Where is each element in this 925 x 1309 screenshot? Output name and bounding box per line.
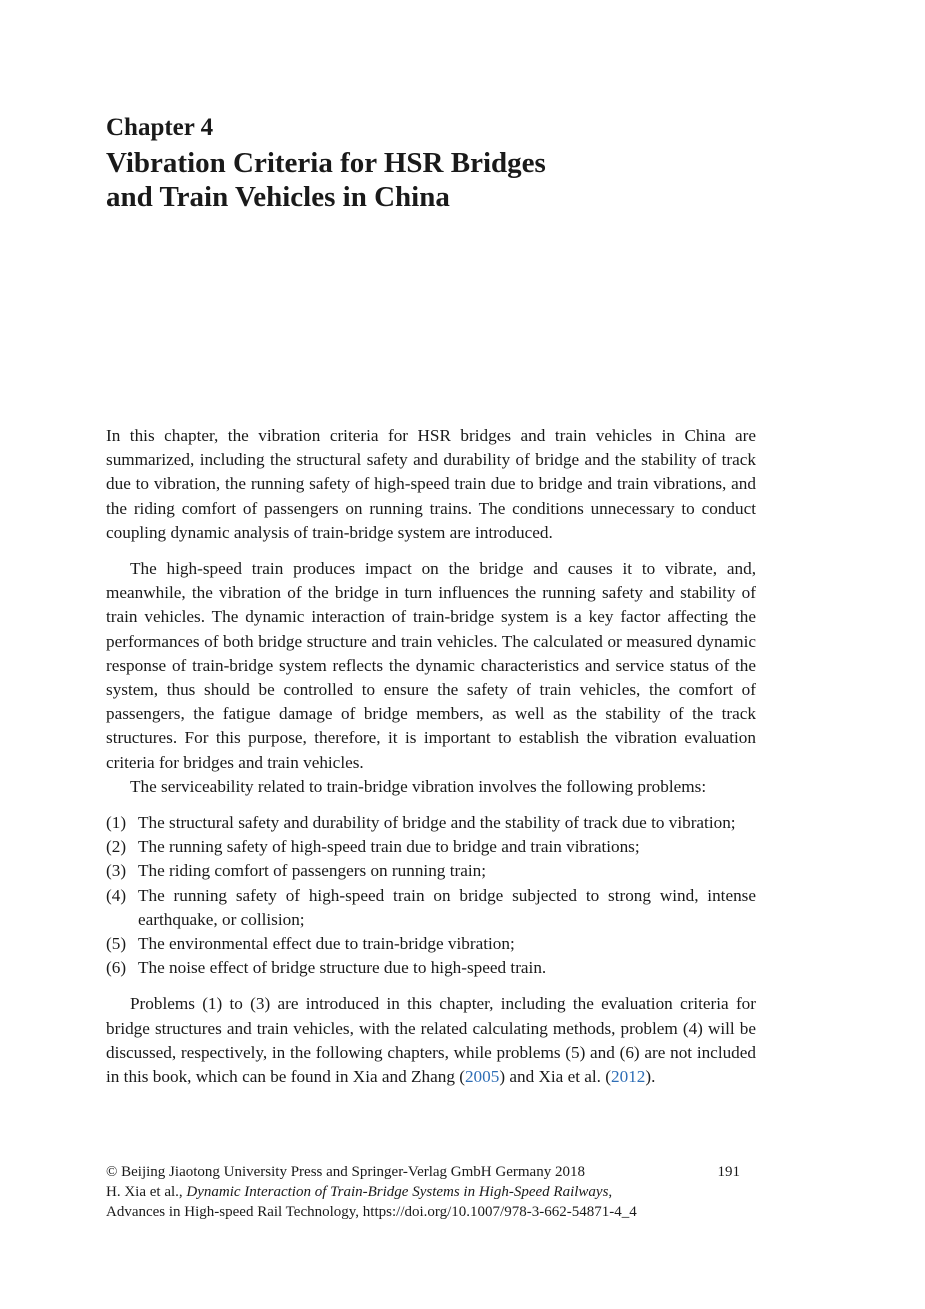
copyright-line: © Beijing Jiaotong University Press and Springer-Verlag GmbH Germany 2018 xyxy=(106,1164,585,1180)
list-item xyxy=(106,884,756,932)
list-item xyxy=(106,835,756,859)
list-item-text: The riding comfort of passengers on running train; xyxy=(138,861,486,881)
list-item-number: (4) xyxy=(106,885,127,905)
paragraph-2: The serviceability related to train-bridge vibration involves the following problems: xyxy=(130,776,707,796)
paragraph-3 xyxy=(106,992,756,1089)
citation-line xyxy=(106,1182,756,1202)
abstract-paragraph: In this chapter, the vibration criteria for HSR bridges and train vehicles in China are summarized, including the structural safety and durability of bridge and the stability of track due to vibration, the running safety of high-speed train due to bridge and train vibrations, and the riding comfort of passengers on running trains. The conditions unnecessary to conduct coupling dynamic analysis of train-bridge system are introduced. xyxy=(106,426,756,542)
body-text xyxy=(106,424,756,1089)
list-item-text: The environmental effect due to train-bridge vibration; xyxy=(138,934,515,954)
list-item-text: The noise effect of bridge structure due to high-speed train. xyxy=(138,958,547,978)
list-item-text: The structural safety and durability of bridge and the stability of track due to vibration; xyxy=(138,813,736,833)
book-title: Dynamic Interaction of Train-Bridge Systems in High-Speed Railways xyxy=(186,1184,609,1200)
chapter-title-line-2: and Train Vehicles in China xyxy=(106,181,450,213)
paragraph-3-text-b: ) and Xia et al. ( xyxy=(499,1067,611,1087)
list-item xyxy=(106,956,756,980)
list-item xyxy=(106,932,756,956)
paragraph-1: The high-speed train produces impact on the bridge and causes it to vibrate, and, meanwhile, the vibration of the bridge in turn influences the running safety and stability of train vehicles. The dynamic interaction of train-bridge system is a key factor affecting the performances of both bridge structure and train vehicles. The calculated or measured dynamic response of train-bridge system reflects the dynamic characteristics and service status of the system, thus should be controlled to ensure the safety of train vehicles, the comfort of passengers, the fatigue damage of bridge members, as well as the stability of the track structures. For this purpose, therefore, it is important to establish the vibration evaluation criteria for bridges and train vehicles. xyxy=(106,559,756,772)
chapter-title-line-1: Vibration Criteria for HSR Bridges xyxy=(106,147,546,179)
list-item-number: (3) xyxy=(106,861,127,881)
citation-comma: , xyxy=(608,1184,613,1200)
authors: H. Xia et al., xyxy=(106,1184,187,1200)
list-item-number: (6) xyxy=(106,958,127,978)
list-item-text: The running safety of high-speed train due to bridge and train vibrations; xyxy=(138,837,640,857)
problems-list xyxy=(106,811,756,980)
list-item-number: (2) xyxy=(106,837,127,857)
list-item-number: (5) xyxy=(106,934,127,954)
series-doi-line: Advances in High-speed Rail Technology, https://doi.org/10.1007/978-3-662-54871-4_4 xyxy=(106,1204,637,1220)
list-item xyxy=(106,859,756,883)
citation-link-2012[interactable]: 2012 xyxy=(611,1067,646,1087)
page-number: 191 xyxy=(717,1164,740,1180)
paragraph-3-text-c: ). xyxy=(645,1067,656,1087)
chapter-title xyxy=(106,146,726,214)
list-item xyxy=(106,811,756,835)
list-item-number: (1) xyxy=(106,813,127,833)
chapter-label: Chapter 4 xyxy=(106,114,214,141)
list-item-text: The running safety of high-speed train on bridge subjected to strong wind, intense earthquake, or collision; xyxy=(138,885,756,929)
citation-link-2005[interactable]: 2005 xyxy=(464,1067,500,1087)
page-footer xyxy=(106,1162,756,1222)
paragraph-3-text-a: Problems (1) to (3) are introduced in this chapter, including the evaluation criteria for bridge structures and train vehicles, with the related calculating methods, problem (4) will be discussed, respectively, in the following chapters, while problems (5) and (6) are not included in this book, which can be found in Xia and Zhang ( xyxy=(106,994,756,1087)
